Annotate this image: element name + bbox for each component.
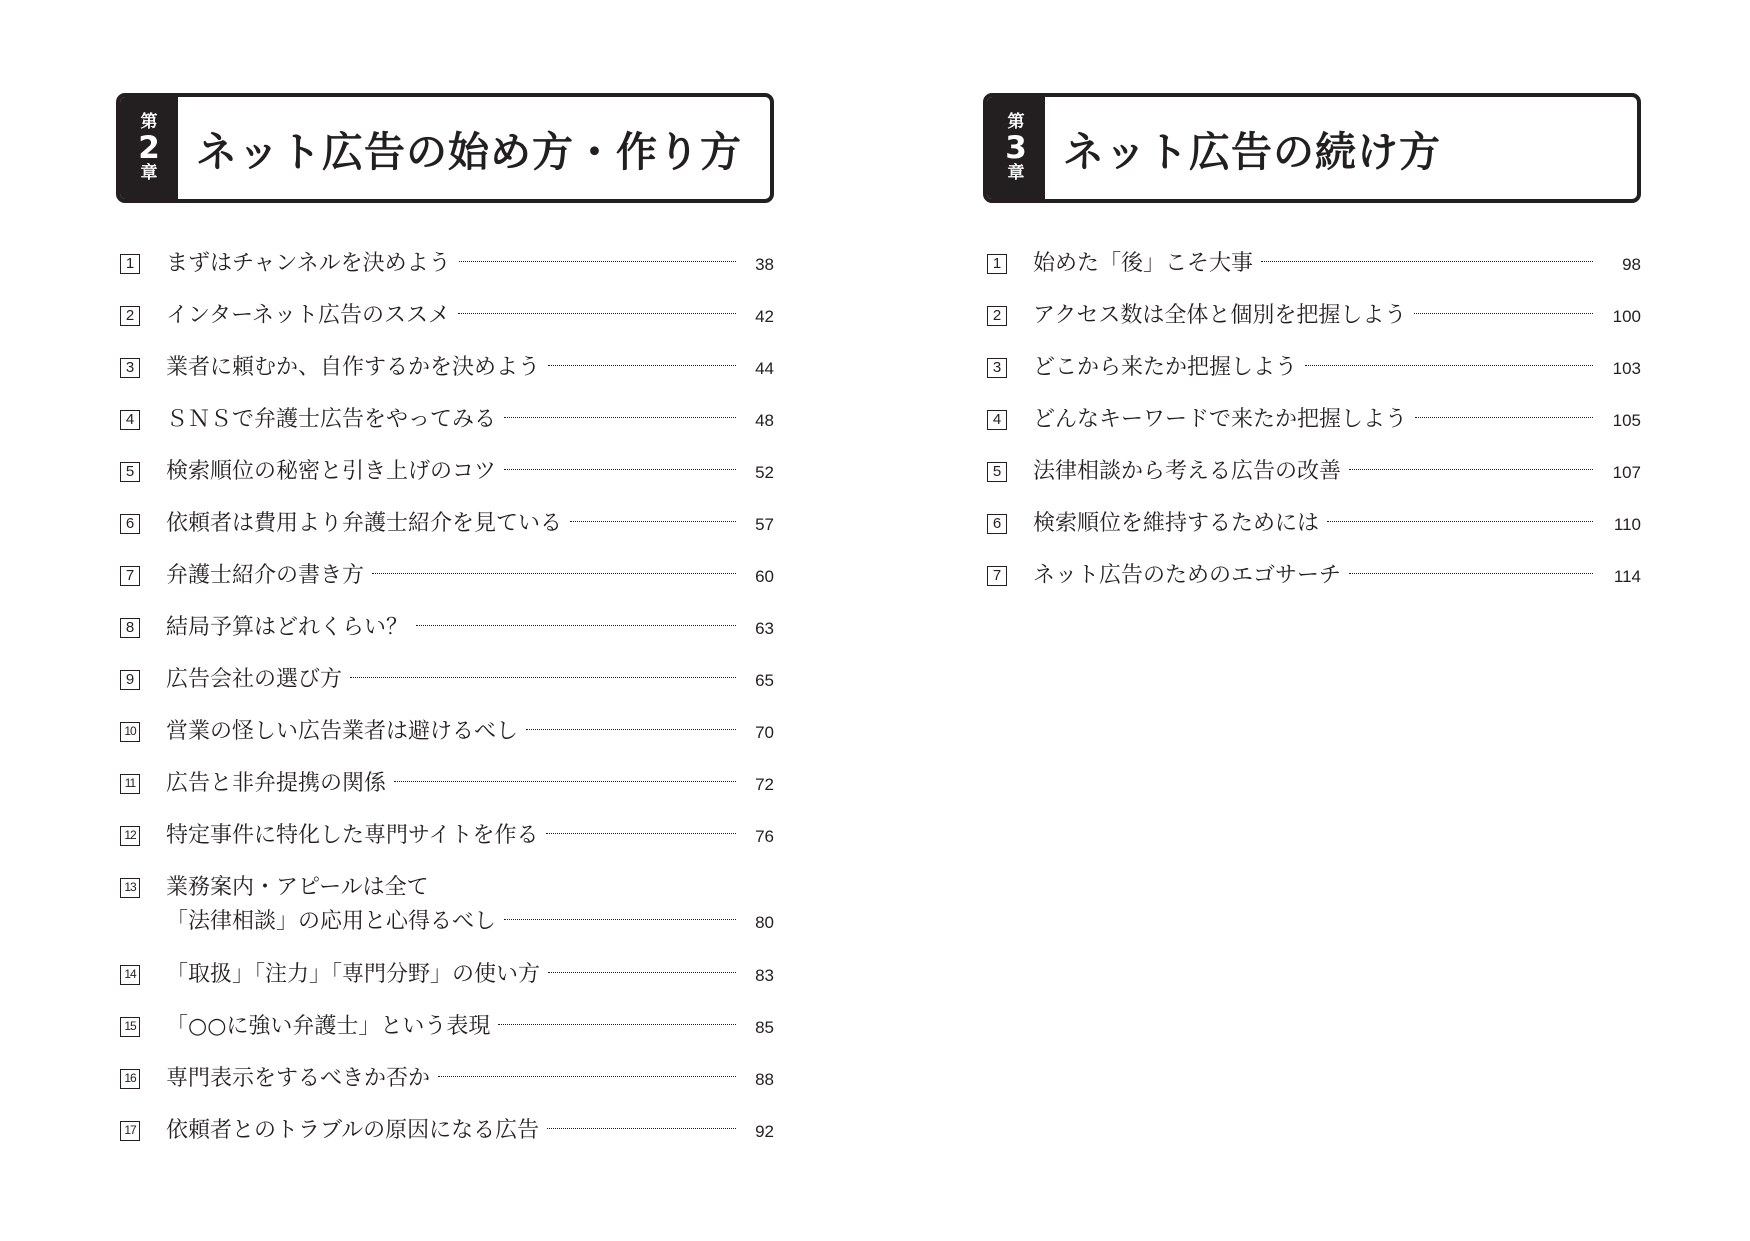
chapter-3-badge-suffix: 章	[1007, 163, 1025, 183]
toc-entry[interactable]	[116, 871, 774, 939]
toc-entry[interactable]	[983, 247, 1641, 281]
toc-entry-number: 9	[120, 670, 140, 690]
toc-entry[interactable]	[116, 611, 774, 645]
toc-leader	[438, 1076, 736, 1077]
toc-entry-number: 6	[987, 514, 1007, 534]
chapter-3-header	[983, 93, 1641, 203]
toc-entry-number: 3	[987, 358, 1007, 378]
toc-entry-title-line1: 業務案内・アピールは全て	[166, 875, 429, 900]
toc-entry-title: ＳＮＳで弁護士広告をやってみる	[166, 407, 497, 432]
chapter-2-title: ネット広告の始め方・作り方	[196, 127, 742, 176]
toc-entry-page: 38	[755, 255, 774, 274]
toc-entry[interactable]	[116, 507, 774, 541]
toc-entry[interactable]	[116, 1062, 774, 1096]
toc-entry-title: 営業の怪しい広告業者は避けるべし	[166, 719, 519, 744]
toc-entry-title: どんなキーワードで来たか把握しよう	[1033, 407, 1408, 432]
chapter-3-badge	[987, 97, 1045, 199]
chapter-2-header	[116, 93, 774, 203]
toc-entry-title: 広告と非弁提携の関係	[166, 771, 387, 796]
toc-entry-title: 結局予算はどれくらい？	[166, 615, 409, 640]
toc-entry-number: 17	[120, 1121, 140, 1141]
toc-entry-page: 48	[755, 411, 774, 430]
toc-entry-number: 11	[120, 774, 140, 794]
toc-entry[interactable]	[983, 559, 1641, 593]
toc-entry-number: 10	[120, 722, 140, 742]
toc-entry-page: 72	[755, 775, 774, 794]
toc-leader	[1261, 261, 1593, 262]
toc-leader	[570, 521, 736, 522]
toc-leader	[372, 573, 736, 574]
toc-entry-title: 検索順位を維持するためには	[1033, 511, 1320, 536]
toc-entry-page: 110	[1613, 515, 1641, 534]
chapter-3-badge-prefix: 第	[1007, 112, 1025, 132]
toc-entry-title: アクセス数は全体と個別を把握しよう	[1033, 303, 1407, 328]
toc-entry-page: 100	[1612, 307, 1641, 326]
toc-entry-page: 103	[1612, 359, 1641, 378]
toc-leader	[547, 1128, 736, 1129]
toc-leader	[526, 729, 736, 730]
toc-entry-page: 52	[755, 463, 774, 482]
toc-entry-title: 専門表示をするべきか否か	[166, 1066, 431, 1091]
toc-entry-page: 76	[755, 827, 774, 846]
toc-entry[interactable]	[116, 247, 774, 281]
toc-entry-title: 「取扱」「注力」「専門分野」の使い方	[166, 962, 541, 987]
toc-entry-title: まずはチャンネルを決めよう	[166, 251, 451, 276]
toc-entry[interactable]	[116, 299, 774, 333]
toc-entry-number: 14	[120, 965, 140, 985]
toc-entry-title: 「○○に強い弁護士」という表現	[166, 1014, 491, 1039]
toc-entry[interactable]	[983, 351, 1641, 385]
chapter-2-badge-prefix: 第	[140, 112, 158, 132]
chapter-3-title: ネット広告の続け方	[1063, 127, 1441, 176]
toc-entry-title: 始めた「後」こそ大事	[1033, 251, 1254, 276]
toc-entry[interactable]	[116, 958, 774, 992]
chapter-2	[116, 93, 774, 1143]
toc-entry-number: 7	[120, 566, 140, 586]
toc-entry-page: 92	[755, 1122, 774, 1141]
toc-entry-number: 6	[120, 514, 140, 534]
toc-entry[interactable]	[116, 819, 774, 853]
chapter-3-badge-number: 3	[1005, 130, 1027, 166]
toc-entry[interactable]	[983, 507, 1641, 541]
toc-entry-title: インターネット広告のススメ	[166, 303, 451, 328]
toc-entry-page: 88	[755, 1070, 774, 1089]
toc-entry-title: 広告会社の選び方	[166, 667, 343, 692]
toc-entry[interactable]	[116, 1010, 774, 1044]
toc-leader	[498, 1024, 736, 1025]
toc-leader	[1305, 365, 1593, 366]
toc-entry-title: 検索順位の秘密と引き上げのコツ	[166, 459, 497, 484]
toc-entry-page: 85	[755, 1018, 774, 1037]
toc-entry-title: 依頼者とのトラブルの原因になる広告	[166, 1118, 540, 1143]
toc-entry-page: 105	[1612, 411, 1641, 430]
toc-entry-number: 4	[987, 410, 1007, 430]
toc-entry-number: 4	[120, 410, 140, 430]
toc-entry[interactable]	[983, 455, 1641, 489]
toc-entry-number: 1	[987, 254, 1007, 274]
toc-entry-number: 2	[987, 306, 1007, 326]
chapter-2-badge-number: 2	[138, 130, 160, 166]
toc-entry-title: 法律相談から考える広告の改善	[1033, 459, 1342, 484]
toc-leader	[504, 919, 736, 920]
toc-entry[interactable]	[116, 455, 774, 489]
toc-entry-title: ネット広告のためのエゴサーチ	[1033, 563, 1342, 588]
toc-entry-page: 107	[1612, 463, 1641, 482]
toc-leader	[1349, 573, 1593, 574]
toc-entry[interactable]	[116, 1114, 774, 1148]
toc-leader	[504, 417, 736, 418]
toc-entry-number: 16	[120, 1069, 140, 1089]
toc-entry-number: 12	[120, 826, 140, 846]
toc-leader	[546, 833, 736, 834]
toc-entry-page: 70	[755, 723, 774, 742]
toc-entry-number: 13	[120, 878, 140, 898]
toc-entry-title: どこから来たか把握しよう	[1033, 355, 1298, 380]
toc-entry[interactable]	[116, 663, 774, 697]
toc-entry-title: 依頼者は費用より弁護士紹介を見ている	[166, 511, 563, 536]
toc-entry[interactable]	[116, 559, 774, 593]
toc-entry-title: 業者に頼むか、自作するかを決めよう	[166, 355, 541, 380]
toc-leader	[1327, 521, 1593, 522]
toc-entry-title: 弁護士紹介の書き方	[166, 563, 365, 588]
chapter-2-badge-suffix: 章	[140, 163, 158, 183]
toc-leader	[394, 781, 736, 782]
toc-entry[interactable]	[983, 299, 1641, 333]
toc-entry[interactable]	[116, 351, 774, 385]
toc-entry-number: 8	[120, 618, 140, 638]
toc-entry[interactable]	[116, 715, 774, 749]
toc-leader	[459, 261, 736, 262]
toc-leader	[548, 365, 736, 366]
toc-entry-page: 63	[755, 619, 774, 638]
toc-entry-page: 83	[755, 966, 774, 985]
toc-entry[interactable]	[116, 767, 774, 801]
toc-entry-title: 特定事件に特化した専門サイトを作る	[166, 823, 539, 848]
toc-entry-page: 114	[1613, 567, 1641, 586]
toc-entry-page: 57	[755, 515, 774, 534]
chapter-3	[983, 93, 1641, 588]
toc-entry[interactable]	[983, 403, 1641, 437]
toc-entry-number: 1	[120, 254, 140, 274]
toc-entry-page: 80	[755, 913, 774, 932]
toc-entry-number: 5	[987, 462, 1007, 482]
toc-entry-number: 15	[120, 1017, 140, 1037]
toc-leader	[458, 313, 736, 314]
toc-entry-number: 3	[120, 358, 140, 378]
toc-leader	[1349, 469, 1593, 470]
toc-leader	[416, 625, 736, 626]
toc-entry-title: 「法律相談」の応用と心得るべし	[166, 909, 497, 934]
toc-entry-page: 98	[1622, 255, 1641, 274]
toc-entry-page: 60	[755, 567, 774, 586]
toc-leader	[1415, 417, 1593, 418]
toc-entry-number: 2	[120, 306, 140, 326]
toc-leader	[504, 469, 736, 470]
toc-entry-page: 44	[755, 359, 774, 378]
toc-leader	[350, 677, 736, 678]
toc-leader	[548, 972, 736, 973]
toc-entry-number: 7	[987, 566, 1007, 586]
toc-entry-page: 42	[755, 307, 774, 326]
toc-entry-number: 5	[120, 462, 140, 482]
chapter-2-badge	[120, 97, 178, 199]
toc-entry[interactable]	[116, 403, 774, 437]
toc-entry-page: 65	[755, 671, 774, 690]
toc-leader	[1414, 313, 1593, 314]
